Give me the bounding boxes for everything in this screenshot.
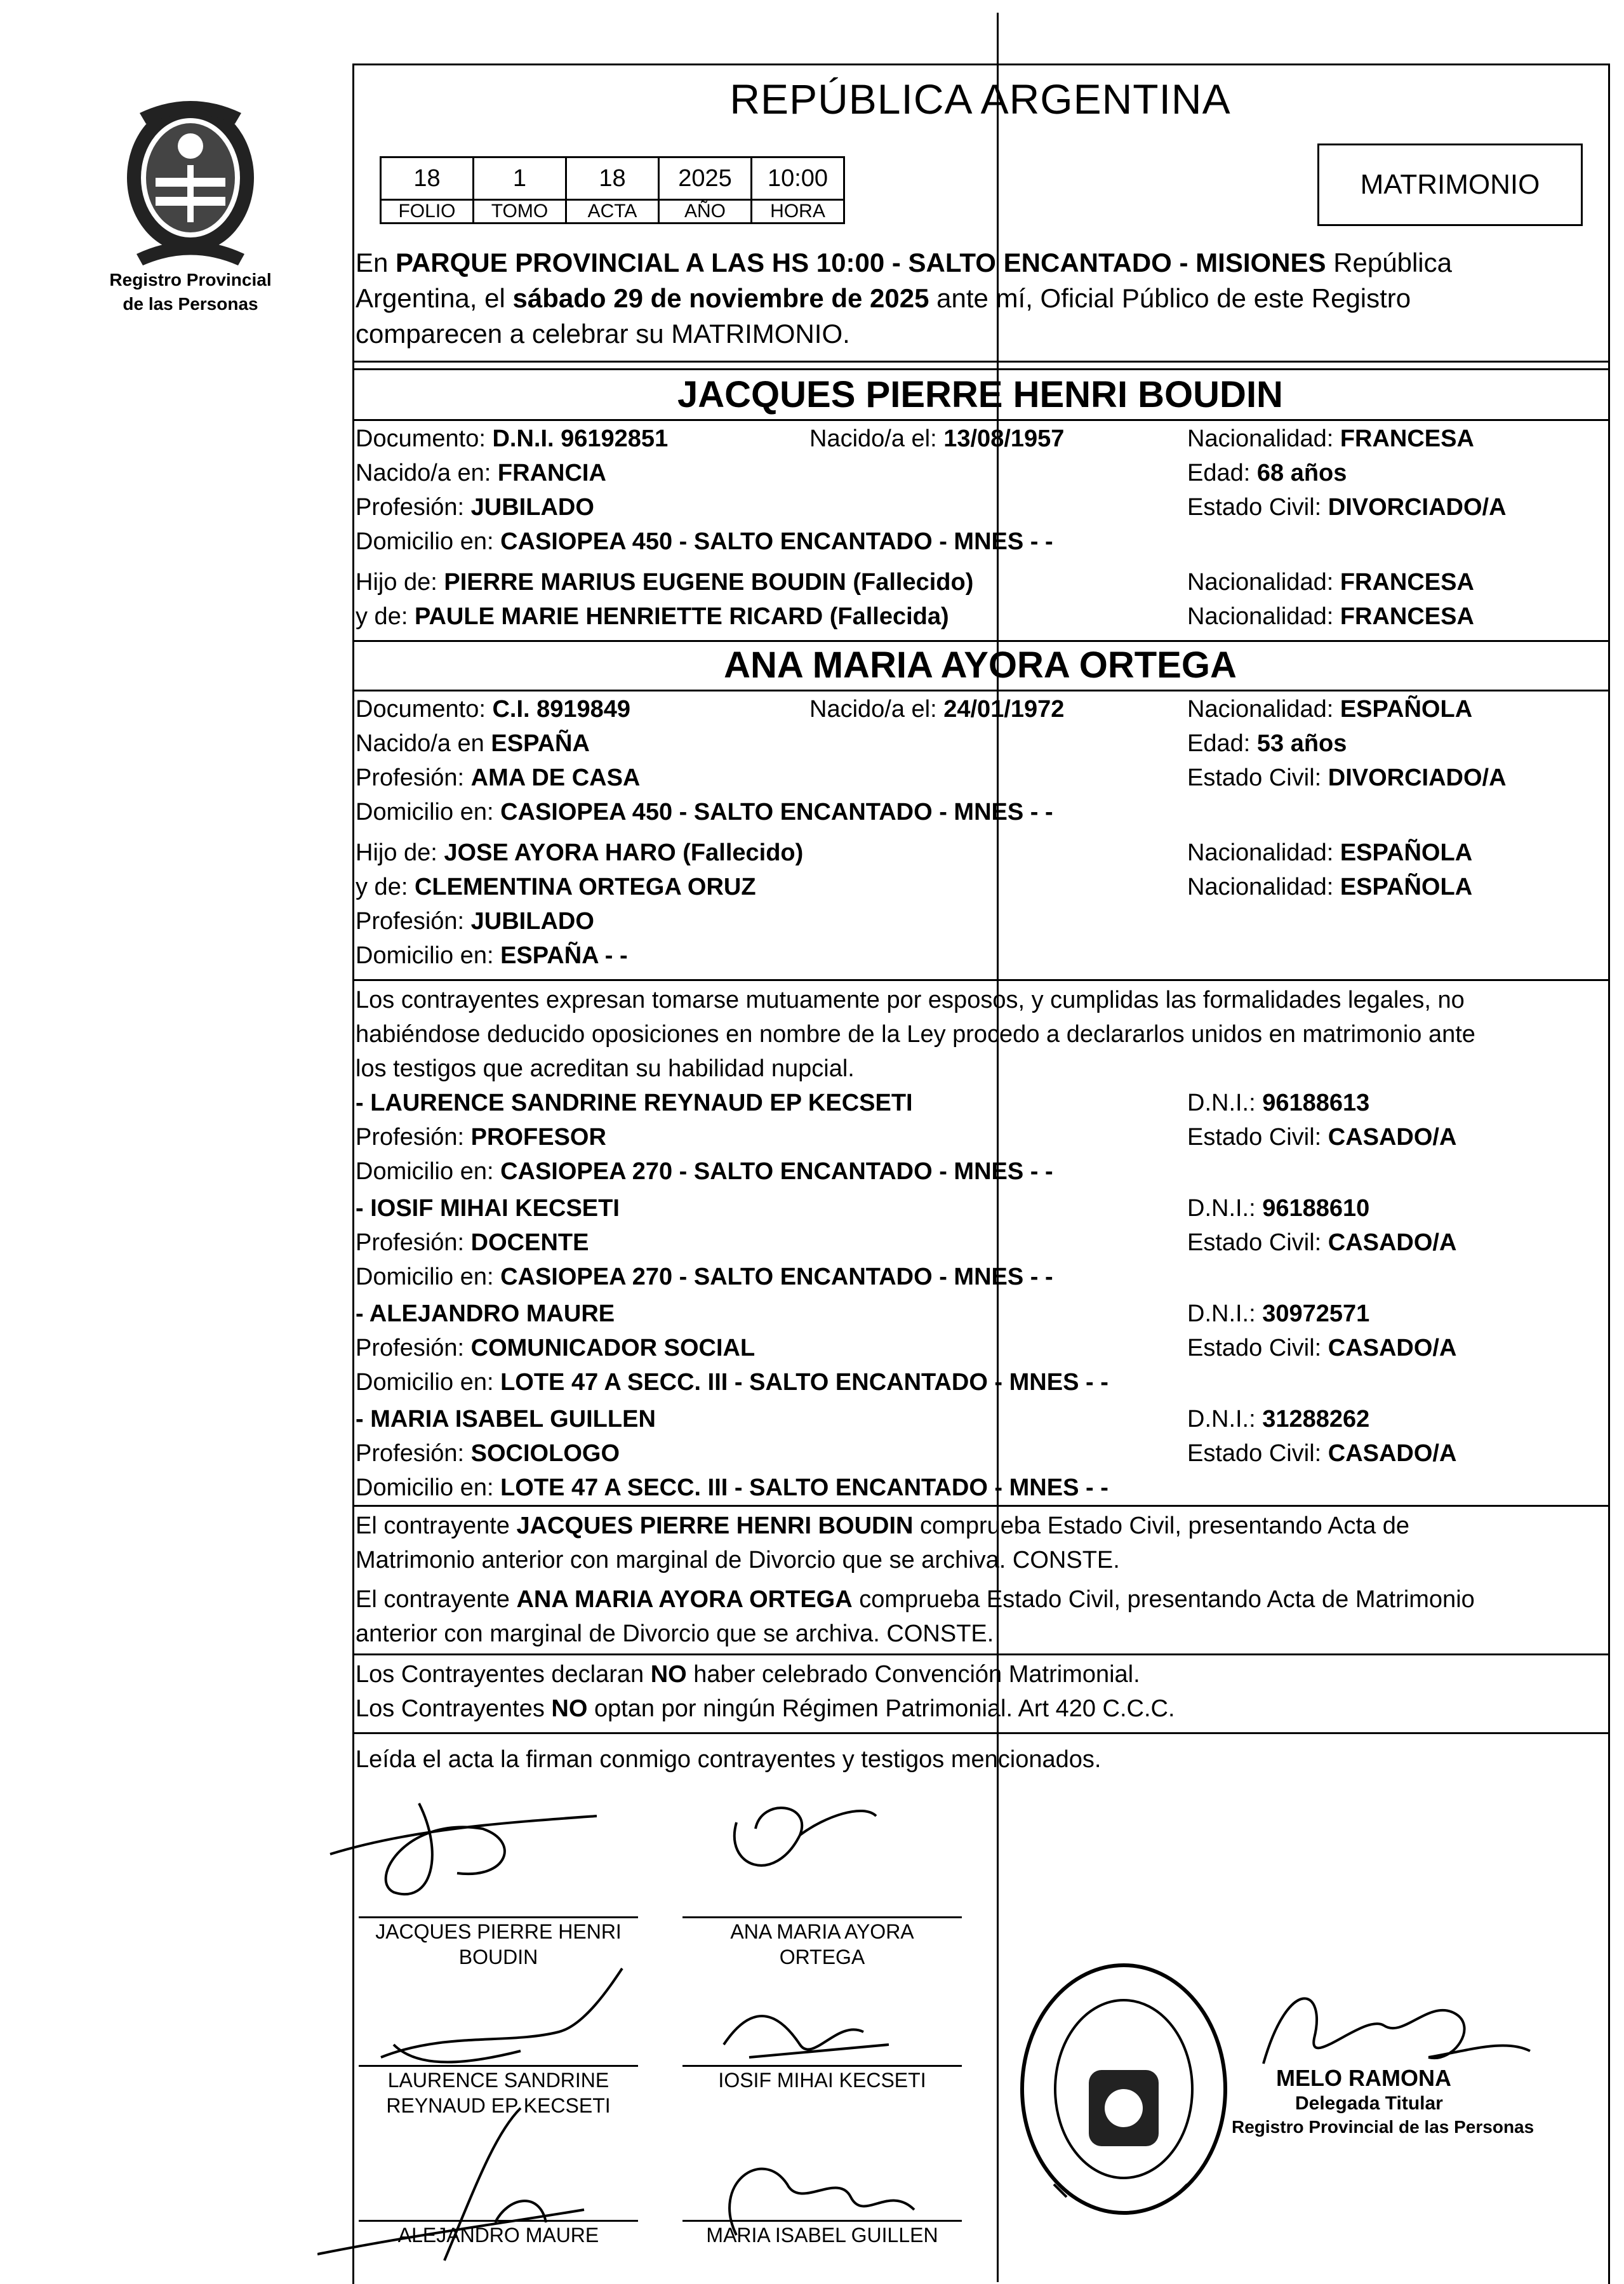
tomo-label: TOMO	[474, 200, 566, 224]
act-type-box: MATRIMONIO	[1317, 144, 1583, 226]
signature-scribbles	[317, 1778, 952, 2282]
registry-logo	[95, 95, 286, 315]
official-signature-scribble	[1238, 1962, 1536, 2114]
separator	[352, 640, 1608, 642]
official-seal-icon	[1016, 1956, 1232, 2222]
conventions-paragraph: Los Contrayentes declaran NO haber celebrado Convención Matrimonial. Los Contrayentes NO optan por ningún Régimen Patrimonial. Art 420 C.C.C.	[356, 1661, 1175, 1722]
logo-caption-line2: de las Personas	[123, 294, 258, 314]
spouse2-right-column: Nacionalidad: ESPAÑOLA Edad: 53 años Estado Civil: DIVORCIADO/A Nacionalidad: ESPAÑOLA Nacionalidad: ESPAÑOLA	[1187, 696, 1507, 900]
hora-value: 10:00	[752, 157, 844, 200]
spouse1-name: JACQUES PIERRE HENRI BOUDIN	[677, 374, 1283, 415]
signature-caption-witness1: LAURENCE SANDRINE REYNAUD EP KECSETI	[386, 2069, 611, 2117]
hora-label: HORA	[752, 200, 844, 224]
witness-entry: - MARIA ISABEL GUILLEN Profesión: SOCIOLOGO Domicilio en: LOTE 47 A SECC. III - SALTO ENCANTADO - MNES - -	[356, 1406, 1108, 1501]
ceremony-date: sábado 29 de noviembre de 2025	[512, 283, 929, 313]
separator	[352, 419, 1608, 421]
anio-value: 2025	[659, 157, 752, 200]
declaration-paragraph: Los contrayentes expresan tomarse mutuamente por esposos, y cumplidas las formalidades legales, no habiéndose deducido oposiciones en nombre de la Ley procedo a declararlos unidos en matrimonio ante los testigos que acreditan su habilidad nupcial.	[356, 987, 1475, 1082]
separator	[352, 979, 1608, 981]
signature-line	[359, 1916, 638, 1918]
signature-line	[682, 2065, 962, 2067]
acta-value: 18	[566, 157, 659, 200]
signature-caption-witness3: ALEJANDRO MAURE	[397, 2224, 599, 2247]
page-title: REPÚBLICA ARGENTINA	[729, 76, 1231, 123]
anio-label: AÑO	[659, 200, 752, 224]
official-office: Registro Provincial de las Personas	[1232, 2117, 1534, 2137]
signature-line	[682, 2220, 962, 2222]
acta-label: ACTA	[566, 200, 659, 224]
separator	[352, 1653, 1608, 1655]
witness-entry: - ALEJANDRO MAURE Profesión: COMUNICADOR SOCIAL Domicilio en: LOTE 47 A SECC. III - SALTO ENCANTADO - MNES - -	[356, 1300, 1108, 1396]
signature-caption-groom: JACQUES PIERRE HENRI BOUDIN	[375, 1920, 622, 1968]
spouse1-right-column: Nacionalidad: FRANCESA Edad: 68 años Estado Civil: DIVORCIADO/A Nacionalidad: FRANCESA Nacionalidad: FRANCESA	[1187, 425, 1507, 630]
folio-value: 18	[381, 157, 474, 200]
signature-line	[682, 1916, 962, 1918]
logo-caption-line1: Registro Provincial	[109, 270, 272, 290]
witness-entry: - LAURENCE SANDRINE REYNAUD EP KECSETI Profesión: PROFESOR Domicilio en: CASIOPEA 270 - SALTO ENCANTADO - MNES - -	[356, 1090, 1053, 1185]
registry-fields-table	[380, 156, 845, 224]
separator	[352, 1732, 1608, 1734]
spouse1-details: Documento: D.N.I. 96192851 Nacido/a en: FRANCIA Profesión: JUBILADO Domicilio en: CASIOPEA 450 - SALTO ENCANTADO - MNES - - Hijo de: PIERRE MARIUS EUGENE BOUDIN (Fallecido) y de: PAULE MARIE HENRIETTE RICARD (Fallecida)	[356, 425, 1053, 630]
official-role: Delegada Titular	[1295, 2093, 1443, 2114]
separator	[352, 690, 1608, 691]
intro-paragraph: En PARQUE PROVINCIAL A LAS HS 10:00 - SALTO ENCANTADO - MISIONES República Argentina, el sábado 29 de noviembre de 2025 ante mí, Oficial Público de este Registro comparecen a celebrar su MATRIMONIO.	[356, 248, 1453, 349]
separator	[352, 361, 1608, 363]
signature-caption-witness4: MARIA ISABEL GUILLEN	[706, 2224, 938, 2247]
spouse2-birthdate: Nacido/a el: 24/01/1972	[809, 696, 1065, 723]
signature-caption-witness2: IOSIF MIHAI KECSETI	[718, 2069, 926, 2092]
signature-caption-bride: ANA MARIA AYORA ORTEGA	[730, 1920, 914, 1968]
separator	[352, 1505, 1608, 1507]
separator	[352, 368, 1608, 370]
witnesses-right-column: D.N.I.: 96188613 Estado Civil: CASADO/A D.N.I.: 96188610 Estado Civil: CASADO/A D.N.I.: 30972571 Estado Civil: CASADO/A D.N.I.: 31288262 Estado Civil: CASADO/A	[1187, 1090, 1457, 1467]
official-name: MELO RAMONA	[1276, 2065, 1451, 2091]
province-coat-of-arms-icon	[111, 95, 270, 267]
tomo-value: 1	[474, 157, 566, 200]
folio-label: FOLIO	[381, 200, 474, 224]
spouse2-name: ANA MARIA AYORA ORTEGA	[724, 644, 1237, 686]
signature-line	[359, 2220, 638, 2222]
civil-status-paragraph: El contrayente JACQUES PIERRE HENRI BOUDIN comprueba Estado Civil, presentando Acta de Matrimonio anterior con marginal de Divorcio que se archiva. CONSTE. El contrayente ANA MARIA AYORA ORTEGA comprueba Estado Civil, presentando Acta de Matrimonio anterior con marginal de Divorcio que se archiva. CONSTE.	[356, 1513, 1475, 1647]
signature-line	[359, 2065, 638, 2067]
spouse2-details: Documento: C.I. 8919849 Nacido/a en ESPAÑA Profesión: AMA DE CASA Domicilio en: CASIOPEA 450 - SALTO ENCANTADO - MNES - - Hijo de: JOSE AYORA HARO (Fallecido) y de: CLEMENTINA ORTEGA ORUZ Profesión: JUBILADO Domicilio en: ESPAÑA - -	[356, 696, 1053, 969]
ceremony-place: PARQUE PROVINCIAL A LAS HS 10:00 - SALTO ENCANTADO - MISIONES	[396, 248, 1326, 277]
closing-text: Leída el acta la firman conmigo contrayentes y testigos mencionados.	[356, 1746, 1102, 1773]
witnesses-list	[356, 1086, 1108, 1507]
witness-entry: - IOSIF MIHAI KECSETI Profesión: DOCENTE Domicilio en: CASIOPEA 270 - SALTO ENCANTADO - MNES - -	[356, 1195, 1053, 1290]
spouse1-birthdate: Nacido/a el: 13/08/1957	[809, 425, 1065, 452]
